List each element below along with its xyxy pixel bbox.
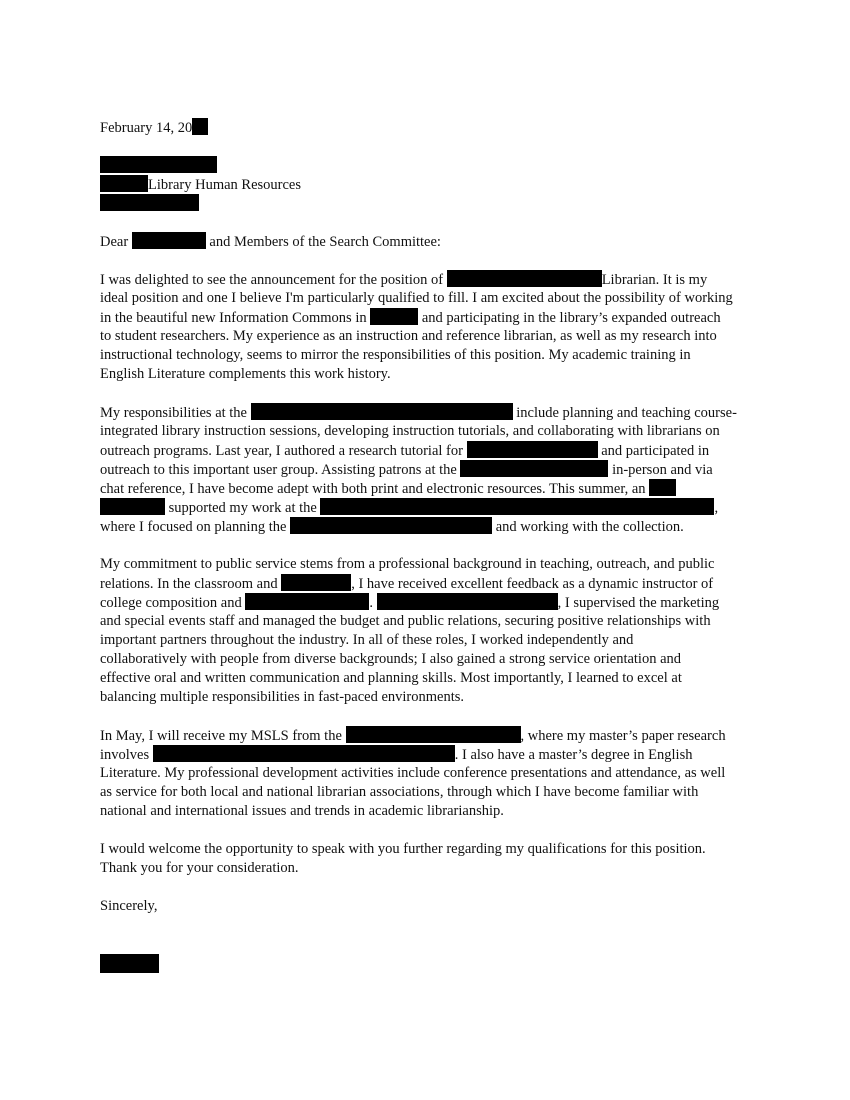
redaction-box: [370, 308, 418, 325]
recipient-address: [100, 156, 752, 213]
redaction-box: [281, 574, 351, 591]
salutation: Dear and Members of the Search Committee:: [100, 234, 441, 250]
redaction-box: [100, 954, 159, 973]
redaction-box: [245, 593, 369, 610]
redaction-box: [320, 498, 714, 515]
paragraph-3: My commitment to public service stems from a professional background in teaching, outreach, and public relations. In the classroom and , I have received excellent feedback as a dynamic instructor of college composition and . , I supervised the marketing and special events staff and managed the budget and public relations, securing positive relationships with important partners throughout the industry. In all of these roles, I worked independently and collaboratively with people from diverse backgrounds; I also gained a strong service orientation and effective oral and written communication and planning skills. Most importantly, I learned to excel at balancing multiple responsibilities in fast-paced environments.: [100, 556, 720, 705]
redaction-box: [467, 441, 598, 458]
redaction-box: [100, 175, 148, 192]
paragraph-2: My responsibilities at the include planning and teaching course- integrated library instruction sessions, developing instruction tutorials, and collaborating with librarians on outreach programs. Last year, I authored a research tutorial for and participated in outreach to this important user group. Assisting patrons at the in-person and via chat reference, I have become adept with both print and electronic resources. This summer, an supported my work at the , where I focused on planning the and working with the collection.: [100, 405, 737, 535]
date-line: [100, 118, 752, 137]
redaction-box: [153, 745, 455, 762]
redaction-box: [346, 726, 521, 743]
address-line-2: Library Human Resources: [148, 177, 302, 193]
paragraph-5: I would welcome the opportunity to speak with you further regarding my qualifications for this position. Thank you for your consideration.: [100, 841, 706, 876]
paragraph-1: I was delighted to see the announcement for the position of Librarian. It is my ideal position and one I believe I'm particularly qualified to fill. I am excited about the possibility of working in the beautiful new Information Commons in and participating in the library’s expanded outreach to student researchers. My experience as an instruction and reference librarian, as well as my research into instructional technology, seems to mirror the responsibilities of this position. My academic training in English Literature complements this work history.: [100, 272, 733, 382]
date-text: February 14, 20: [100, 120, 193, 136]
redaction-box: [100, 194, 199, 211]
redaction-box: [132, 232, 206, 249]
redaction-box: [377, 593, 558, 610]
redaction-box: [100, 498, 165, 515]
redaction-box: [251, 403, 513, 420]
redaction-box: [100, 156, 217, 173]
closing: Sincerely,: [100, 898, 158, 914]
redaction-box: [290, 517, 492, 534]
redaction-box: [447, 270, 602, 287]
signature: [100, 954, 752, 973]
paragraph-4: In May, I will receive my MSLS from the , where my master’s paper research involves . I also have a master’s degree in English Literature. My professional development activities include conference presentations and attendance, as well as service for both local and national librarian associations, through which I have become familiar with national and international issues and trends in academic librarianship.: [100, 728, 726, 819]
cover-letter: [100, 118, 752, 973]
redaction-box: [460, 460, 608, 477]
redaction-box: [649, 479, 676, 496]
redaction-box: [192, 118, 208, 135]
